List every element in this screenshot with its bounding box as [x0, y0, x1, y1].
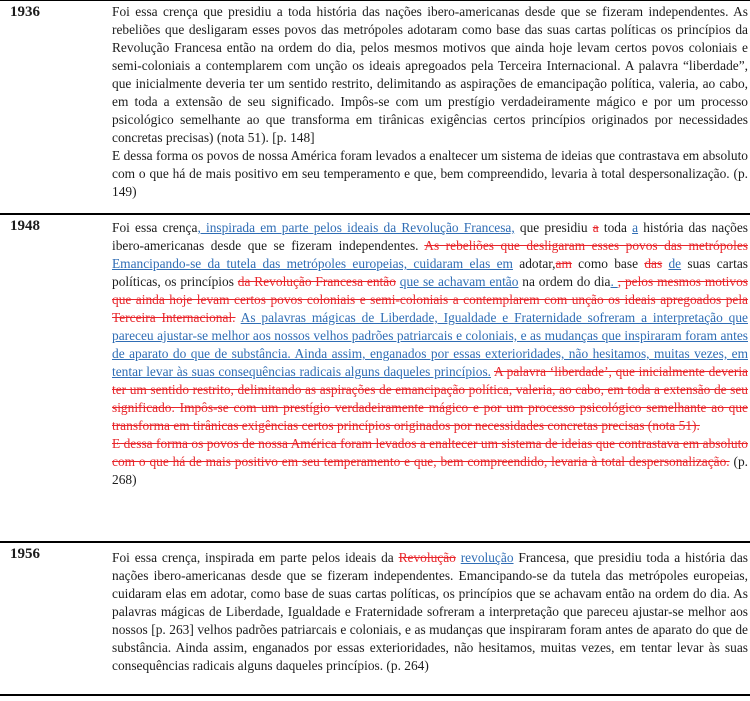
- deleted-text: E dessa forma os povos de nossa América foram levados a enaltecer um sistema de ideias que contrastava em absoluto com o que há de mais positivo em seu temperamento e que, bem compreendido, levaria à total despersonalização.: [112, 436, 748, 469]
- passage-text: [110, 1, 750, 215]
- inserted-text: Emancipando-se da tutela das metrópoles europeias, cuidaram elas em: [112, 256, 513, 271]
- inserted-text: revolução: [460, 550, 514, 565]
- passage-text: [110, 214, 750, 542]
- year-label: 1936: [0, 1, 110, 215]
- deleted-text: das: [644, 256, 663, 271]
- deleted-text: As rebeliões que desligaram esses povos das metrópoles: [424, 238, 748, 253]
- unchanged-text: adotar,: [512, 256, 556, 271]
- passage-text: [110, 542, 750, 695]
- unchanged-text: Foi essa crença, inspirada em parte pelos ideais da: [112, 550, 399, 565]
- table-row: [0, 542, 750, 695]
- page-reference: (p. 268): [112, 454, 748, 487]
- deleted-text: Revolução: [398, 550, 456, 565]
- deleted-text: da Revolução Francesa então: [237, 274, 396, 289]
- year-label: 1948: [0, 214, 110, 542]
- deleted-text: , pelos mesmos motivos que ainda hoje levam certos povos coloniais e semi-coloniais a contemplarem com unção os ideais apregoados pela Terceira Internacional.: [112, 274, 748, 325]
- year-label: 1956: [0, 542, 110, 695]
- unchanged-text: história das nações ibero-americanas desde que se fizeram independentes.: [112, 220, 749, 253]
- inserted-text: a: [632, 220, 639, 235]
- deleted-text: am: [555, 256, 572, 271]
- unchanged-text: como base: [571, 256, 645, 271]
- inserted-text: que se achavam então: [399, 274, 519, 289]
- inserted-text: de: [668, 256, 682, 271]
- deleted-text: a: [592, 220, 599, 235]
- paragraph: Foi essa crença que presidiu a toda história das nações ibero-americanas desde que se fizeram independentes. As rebeliões que desligaram esses povos das metrópoles adotaram como base das suas cartas políticas os princípios da Revolução Francesa então na ordem do dia, pelos mesmos motivos que ainda hoje levam certos povos coloniais e semi-coloniais a contemplarem com unção os ideais apregoados pela Terceira Internacional. A palavra “liberdade”, que inicialmente deveria ter um sentido restrito, delimitando as aspirações de emancipação política, valeria, ao cabo, em toda a extensão de seu significado. Impôs-se com um prestígio verdadeiramente mágico e por um processo psicológico semelhante ao que transforma em tirânicas exigências certos princípios originados por necessidades concretas precisas) (nota 51). [p. 148]: [112, 4, 748, 145]
- table-row: [0, 1, 750, 215]
- inserted-text: , inspirada em parte pelos ideais da Revolução Francesa,: [197, 220, 515, 235]
- unchanged-text: toda: [598, 220, 633, 235]
- unchanged-text: Francesa, que presidiu toda a história das nações ibero-americanas desde que se fizeram independentes. Emancipando-se da tutela das metrópoles europeias, cuidaram elas em adotar, como base de suas cartas políticas, os princípios que se achavam então na ordem do dia. As palavras mágicas de Liberdade, Igualdade e Fraternidade sofreram a interpretação que pareceu ajustar-se melhor aos nossos [p. 263] velhos padrões patriarcais e coloniais, e as mudanças que inspiraram foram antes de aparato do que de substância. Ainda assim, enganados por essas exterioridades, não hesitamos, muitas vezes, em tentar levar às suas consequências radicais alguns daqueles princípios. (p. 264): [112, 550, 748, 673]
- inserted-text: As palavras mágicas de Liberdade, Igualdade e Fraternidade sofreram a interpretação que pareceu ajustar-se melhor aos nossos velhos padrões patriarcais e coloniais, e as mudanças que inspiraram foram antes de aparato do que de substância. Ainda assim, enganados por essas exterioridades, não hesitamos, muitas vezes, em tentar levar às suas consequências radicais alguns daqueles princípios.: [112, 310, 748, 379]
- deleted-text: A palavra ‘liberdade’, que inicialmente deveria ter um sentido restrito, delimitando as aspirações de emancipação política, valeria, ao cabo, em toda a extensão de seu significado. Impôs-se com um prestígio verdadeiramente mágico e por um processo psicológico semelhante ao que transforma em tirânicas exigências certos princípios originados por necessidades concretas precisas (nota 51).: [112, 364, 748, 433]
- paragraph: E dessa forma os povos de nossa América foram levados a enaltecer um sistema de ideias que contrastava em absoluto com o que há de mais positivo em seu temperamento e que, bem compreendido, levaria à total despersonalização. (p. 149): [112, 148, 748, 199]
- unchanged-text: suas cartas políticas, os princípios: [112, 256, 748, 289]
- inserted-text: .: [610, 274, 618, 289]
- unchanged-text: que presidiu: [514, 220, 593, 235]
- unchanged-text: na ordem do dia: [518, 274, 611, 289]
- table-row: [0, 214, 750, 542]
- unchanged-text: Foi essa crença: [112, 220, 198, 235]
